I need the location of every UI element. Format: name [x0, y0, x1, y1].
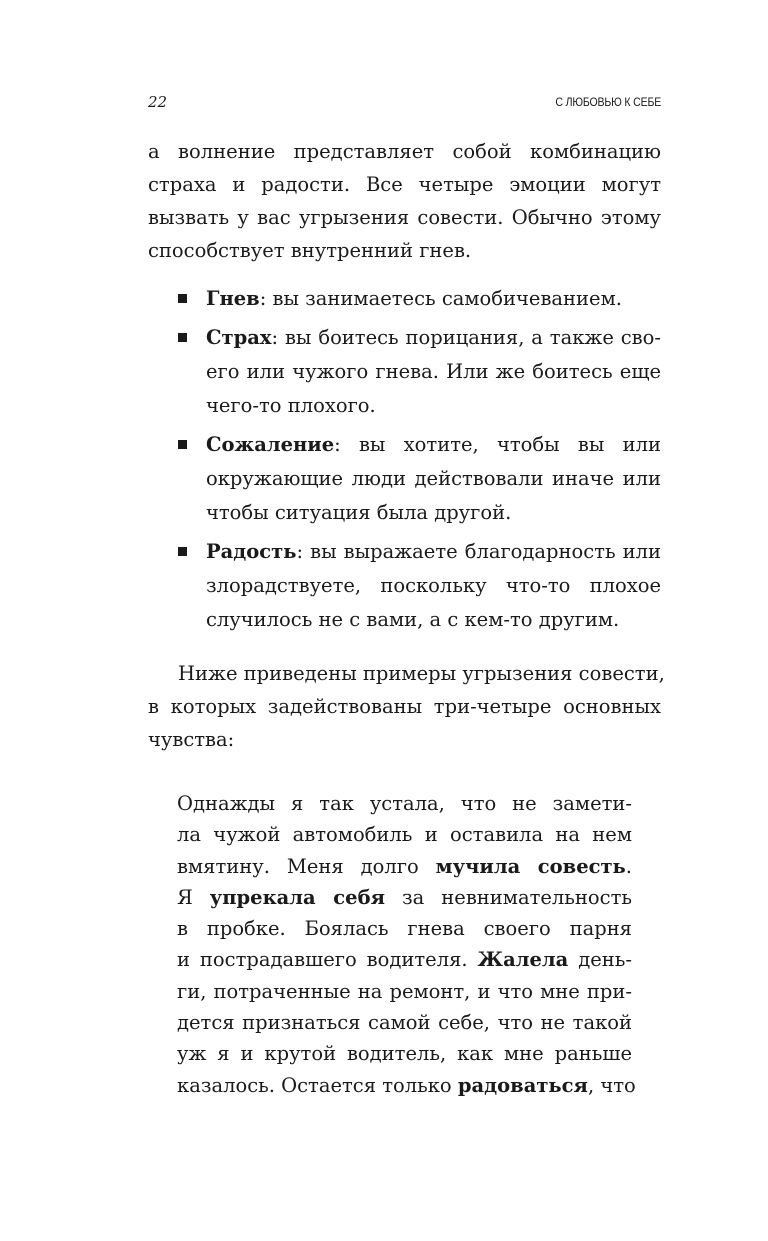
text-span: . — [625, 854, 632, 878]
text-line: злорадствуете, поскольку что-то плохое — [206, 574, 661, 597]
text-line: окружающие люди действовали иначе или — [206, 467, 661, 490]
list-item — [178, 282, 661, 316]
list-item — [178, 535, 661, 637]
emotion-list — [178, 282, 661, 642]
examples-intro-paragraph — [148, 657, 665, 756]
text-line: а волнение представляет собой комбинацию — [148, 140, 661, 163]
text-line: Однажды я так устала, что не замети- — [177, 792, 632, 815]
text-line: ла чужой автомобиль и оставила на нем — [177, 823, 632, 847]
text-line: вызвать у вас угрызения совести. Обычно этому — [148, 206, 661, 229]
text-line: дется признаться самой себе, что не такой — [177, 1011, 632, 1035]
text-span: , что — [587, 1073, 636, 1097]
text-line — [206, 282, 661, 316]
text-span: за невнимательность — [384, 885, 632, 909]
text-span: и пострадавшего водителя. — [177, 948, 478, 972]
text-line — [177, 944, 632, 975]
text-line — [206, 428, 661, 462]
text-span: день- — [568, 948, 632, 972]
term-label: Радость — [206, 540, 297, 563]
text-line: способствует внутренний гнев. — [148, 239, 472, 262]
emphasis: мучила совесть — [435, 854, 626, 878]
emphasis: радоваться — [457, 1073, 588, 1097]
text-span: вмятину. Меня долго — [177, 854, 436, 878]
term-text: : вы боитесь порицания, а также сво- — [271, 326, 661, 349]
text-line — [206, 535, 661, 569]
square-bullet-icon — [178, 294, 187, 303]
text-line — [177, 851, 632, 882]
text-line: в пробке. Боялась гнева своего парня — [177, 917, 632, 941]
square-bullet-icon — [178, 440, 187, 449]
list-item — [178, 428, 661, 530]
list-item — [178, 321, 661, 423]
square-bullet-icon — [178, 333, 187, 342]
term-label: Гнев — [206, 287, 260, 310]
text-line: чтобы ситуация была другой. — [206, 501, 512, 524]
term-text: : вы занимаетесь самобичеванием. — [259, 287, 622, 310]
text-line: в которых задействованы три-четыре основных — [148, 695, 661, 718]
text-span: казалось. Остается только — [177, 1073, 458, 1097]
emphasis: Жалела — [477, 948, 569, 972]
text-line: ги, потраченные на ремонт, и что мне при- — [177, 979, 632, 1003]
text-line: страха и радости. Все четыре эмоции могут — [148, 173, 661, 196]
text-line — [206, 321, 661, 355]
text-line: случилось не с вами, а с кем-то другим. — [206, 608, 620, 631]
text-line: чего-то плохого. — [206, 394, 376, 417]
term-text: : вы хотите, чтобы вы или — [334, 433, 661, 456]
running-head — [148, 93, 661, 113]
intro-paragraph — [148, 135, 661, 267]
square-bullet-icon — [178, 547, 187, 556]
text-line: чувства: — [148, 728, 235, 751]
example-quote — [177, 788, 636, 1101]
term-label: Страх — [206, 326, 272, 349]
text-line: его или чужого гнева. Или же боитесь еще — [206, 360, 661, 383]
book-title: С ЛЮБОВЬЮ К СЕБЕ — [555, 95, 661, 109]
text-span: Я — [177, 885, 210, 909]
text-line: уж я и крутой водитель, как мне раньше — [177, 1042, 632, 1066]
emphasis: упрекала себя — [209, 885, 385, 909]
term-text: : вы выражаете благодарность или — [296, 540, 661, 563]
page-number: 22 — [148, 93, 168, 111]
text-line — [177, 1070, 636, 1101]
text-line — [177, 882, 632, 913]
text-line: Ниже приведены примеры угрызения совести, — [178, 662, 665, 685]
term-label: Сожаление — [206, 433, 335, 456]
